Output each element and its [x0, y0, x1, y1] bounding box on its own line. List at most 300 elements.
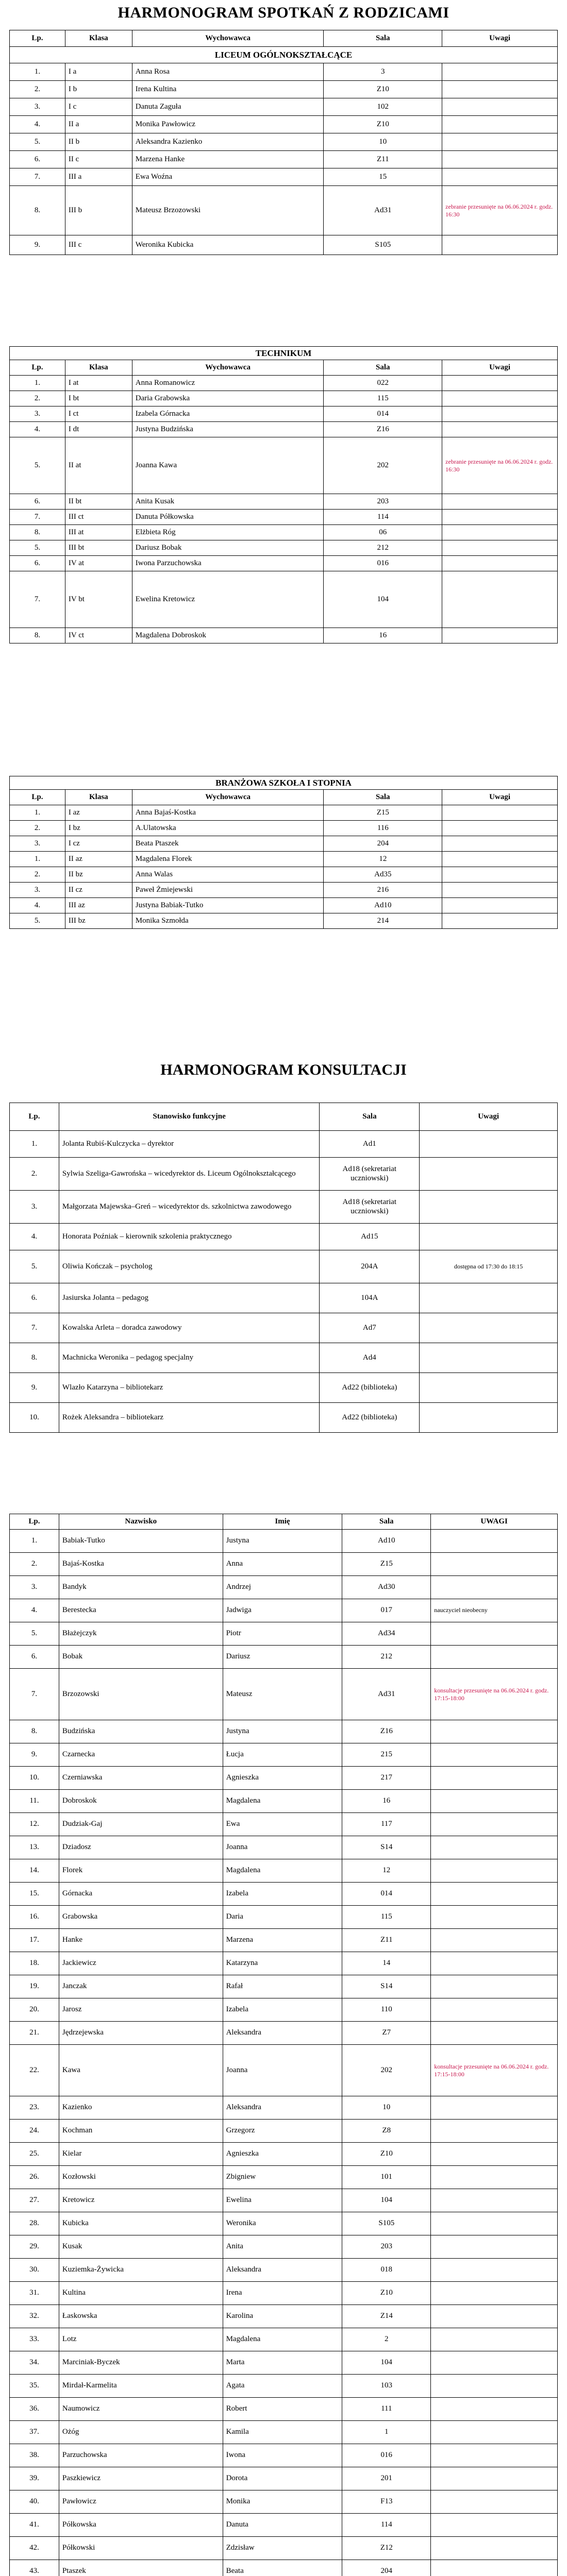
- cell-lp: 5.: [10, 1622, 59, 1646]
- cell-uwagi: [431, 2421, 558, 2444]
- cell-uwagi: [442, 98, 558, 116]
- header-klasa: Klasa: [65, 790, 132, 805]
- cell-klasa: IV at: [65, 556, 132, 571]
- cell-uwagi: [431, 2120, 558, 2143]
- table-row: [10, 1343, 558, 1373]
- cell-lp: 7.: [10, 1669, 59, 1720]
- table-row: [10, 235, 558, 255]
- header-wychowawca: Wychowawca: [132, 30, 324, 47]
- cell-imie: Dariusz: [223, 1646, 342, 1669]
- cell-uwagi: [431, 1767, 558, 1790]
- technikum-table: [9, 346, 558, 643]
- cell-uwagi: [431, 2189, 558, 2212]
- table-row: [10, 883, 558, 898]
- cell-lp: 35.: [10, 2375, 59, 2398]
- cell-klasa: II bt: [65, 494, 132, 510]
- cell-uwagi: [442, 494, 558, 510]
- cell-stanowisko: Oliwia Kończak – psycholog: [59, 1250, 320, 1283]
- cell-sala: 215: [342, 1743, 431, 1767]
- table-row: [10, 1622, 558, 1646]
- cell-uwagi: zebranie przesunięte na 06.06.2024 r. godz. 16:30: [442, 437, 558, 494]
- cell-sala: Ad10: [342, 1530, 431, 1553]
- cell-klasa: I cz: [65, 836, 132, 852]
- table-row: [10, 1790, 558, 1813]
- table-row: [10, 2166, 558, 2189]
- cell-lp: 40.: [10, 2490, 59, 2514]
- cell-lp: 11.: [10, 1790, 59, 1813]
- cell-klasa: III ct: [65, 510, 132, 525]
- cell-wychowawca: Joanna Kawa: [132, 437, 324, 494]
- cell-sala: Z10: [324, 116, 442, 133]
- cell-uwagi: [442, 821, 558, 836]
- cell-lp: 7.: [10, 571, 65, 628]
- cell-uwagi: [431, 2259, 558, 2282]
- cell-sala: 14: [342, 1952, 431, 1975]
- table-row: [10, 2120, 558, 2143]
- cell-lp: 8.: [10, 525, 65, 540]
- cell-wychowawca: Aleksandra Kazienko: [132, 133, 324, 151]
- table-row: [10, 2351, 558, 2375]
- table-row: [10, 2514, 558, 2537]
- table-row: [10, 2022, 558, 2045]
- cell-uwagi: [442, 151, 558, 168]
- table-row: [10, 1646, 558, 1669]
- header-sala: Sala: [324, 30, 442, 47]
- cell-lp: 8.: [10, 628, 65, 643]
- cell-sala: 017: [342, 1599, 431, 1622]
- cell-lp: 18.: [10, 1952, 59, 1975]
- table-row: [10, 116, 558, 133]
- header-imie: Imię: [223, 1514, 342, 1530]
- table-row: [10, 1530, 558, 1553]
- cell-klasa: IV bt: [65, 571, 132, 628]
- header-sala: Sala: [324, 360, 442, 376]
- cell-uwagi: [431, 2375, 558, 2398]
- cell-sala: 014: [342, 1883, 431, 1906]
- cell-sala: Ad18 (sekretariat uczniowski): [320, 1158, 420, 1191]
- cell-imie: Karolina: [223, 2305, 342, 2328]
- cell-imie: Justyna: [223, 1530, 342, 1553]
- header-lp: Lp.: [10, 790, 65, 805]
- teachers-table: [9, 1514, 558, 2576]
- cell-uwagi: [442, 571, 558, 628]
- table-row: [10, 151, 558, 168]
- cell-lp: 4.: [10, 1224, 59, 1250]
- cell-sala: Ad15: [320, 1224, 420, 1250]
- table-row: [10, 2328, 558, 2351]
- cell-sala: Ad34: [342, 1622, 431, 1646]
- cell-lp: 23.: [10, 2096, 59, 2120]
- table-row: [10, 1158, 558, 1191]
- table-row: [10, 81, 558, 98]
- cell-sala: 212: [342, 1646, 431, 1669]
- cell-uwagi: [442, 836, 558, 852]
- table-row: [10, 1720, 558, 1743]
- cell-sala: Z12: [342, 2537, 431, 2560]
- table-row: [10, 1975, 558, 1998]
- header-sala: Sala: [342, 1514, 431, 1530]
- cell-sala: 104: [342, 2351, 431, 2375]
- cell-sala: 10: [342, 2096, 431, 2120]
- section-title: TECHNIKUM: [10, 347, 558, 360]
- cell-lp: 37.: [10, 2421, 59, 2444]
- cell-lp: 25.: [10, 2143, 59, 2166]
- table-row: [10, 556, 558, 571]
- cell-sala: Z16: [342, 1720, 431, 1743]
- cell-uwagi: [442, 406, 558, 422]
- header-wychowawca: Wychowawca: [132, 790, 324, 805]
- cell-uwagi: [431, 2490, 558, 2514]
- table-row: [10, 98, 558, 116]
- cell-uwagi: [431, 2398, 558, 2421]
- cell-lp: 3.: [10, 1576, 59, 1599]
- table-row: [10, 2096, 558, 2120]
- header-lp: Lp.: [10, 1103, 59, 1131]
- table-row: [10, 2212, 558, 2235]
- cell-stanowisko: Sylwia Szeliga-Gawrońska – wicedyrektor ds. Liceum Ogólnokształcącego: [59, 1158, 320, 1191]
- cell-lp: 21.: [10, 2022, 59, 2045]
- table-row: [10, 2235, 558, 2259]
- cell-imie: Grzegorz: [223, 2120, 342, 2143]
- cell-uwagi: [442, 235, 558, 255]
- cell-uwagi: [442, 133, 558, 151]
- cell-sala: 114: [342, 2514, 431, 2537]
- cell-lp: 19.: [10, 1975, 59, 1998]
- cell-wychowawca: Irena Kultina: [132, 81, 324, 98]
- table-row: [10, 1669, 558, 1720]
- table-row: [10, 494, 558, 510]
- cell-nazwisko: Kawa: [59, 2045, 223, 2096]
- cell-klasa: III at: [65, 525, 132, 540]
- cell-uwagi: [420, 1403, 558, 1433]
- cell-sala: 203: [342, 2235, 431, 2259]
- cell-wychowawca: Ewa Woźna: [132, 168, 324, 186]
- cell-uwagi: [431, 1813, 558, 1836]
- cell-wychowawca: Magdalena Dobroskok: [132, 628, 324, 643]
- cell-wychowawca: Daria Grabowska: [132, 391, 324, 406]
- cell-lp: 4.: [10, 422, 65, 437]
- cell-imie: Aleksandra: [223, 2022, 342, 2045]
- cell-sala: 116: [324, 821, 442, 836]
- table-row: [10, 2398, 558, 2421]
- cell-wychowawca: Anna Romanowicz: [132, 376, 324, 391]
- header-uwagi: UWAGI: [431, 1514, 558, 1530]
- table-row: [10, 2045, 558, 2096]
- cell-sala: Z15: [342, 1553, 431, 1576]
- table-row: [10, 1576, 558, 1599]
- cell-lp: 1.: [10, 376, 65, 391]
- cell-lp: 1.: [10, 1530, 59, 1553]
- cell-uwagi: [442, 376, 558, 391]
- cell-nazwisko: Pawłowicz: [59, 2490, 223, 2514]
- table-row: [10, 2421, 558, 2444]
- cell-lp: 42.: [10, 2537, 59, 2560]
- header-uwagi: Uwagi: [442, 30, 558, 47]
- cell-nazwisko: Ożóg: [59, 2421, 223, 2444]
- cell-stanowisko: Jolanta Rubiś-Kulczycka – dyrektor: [59, 1131, 320, 1158]
- cell-uwagi: [431, 1975, 558, 1998]
- cell-lp: 3.: [10, 406, 65, 422]
- table-row: [10, 1813, 558, 1836]
- header-sala: Sala: [320, 1103, 420, 1131]
- cell-sala: Ad31: [342, 1669, 431, 1720]
- cell-lp: 2.: [10, 391, 65, 406]
- cell-sala: Ad18 (sekretariat uczniowski): [320, 1191, 420, 1224]
- cell-lp: 5.: [10, 437, 65, 494]
- cell-uwagi: nauczyciel nieobecny: [431, 1599, 558, 1622]
- cell-nazwisko: Dudziak-Gaj: [59, 1813, 223, 1836]
- cell-lp: 3.: [10, 883, 65, 898]
- cell-imie: Joanna: [223, 1836, 342, 1859]
- cell-wychowawca: Iwona Parzuchowska: [132, 556, 324, 571]
- cell-uwagi: [431, 1836, 558, 1859]
- cell-imie: Magdalena: [223, 1790, 342, 1813]
- cell-uwagi: [431, 2537, 558, 2560]
- cell-uwagi: [442, 525, 558, 540]
- cell-wychowawca: Justyna Babiak-Tutko: [132, 898, 324, 913]
- cell-sala: 018: [342, 2259, 431, 2282]
- cell-sala: Z10: [342, 2143, 431, 2166]
- cell-sala: 204: [342, 2560, 431, 2576]
- cell-wychowawca: Dariusz Bobak: [132, 540, 324, 556]
- cell-nazwisko: Jarosz: [59, 1998, 223, 2022]
- cell-sala: 104: [342, 2189, 431, 2212]
- cell-wychowawca: Anna Bajaś-Kostka: [132, 805, 324, 821]
- cell-wychowawca: Mateusz Brzozowski: [132, 186, 324, 235]
- cell-nazwisko: Parzuchowska: [59, 2444, 223, 2467]
- cell-uwagi: [442, 116, 558, 133]
- cell-klasa: III c: [65, 235, 132, 255]
- cell-lp: 31.: [10, 2282, 59, 2305]
- cell-wychowawca: Marzena Hanke: [132, 151, 324, 168]
- cell-lp: 5.: [10, 913, 65, 929]
- cell-lp: 1.: [10, 805, 65, 821]
- table-row: [10, 1859, 558, 1883]
- cell-nazwisko: Grabowska: [59, 1906, 223, 1929]
- table-row: [10, 836, 558, 852]
- cell-imie: Marta: [223, 2351, 342, 2375]
- consultation-title: HARMONOGRAM KONSULTACJI: [160, 1061, 407, 1078]
- table-row: [10, 628, 558, 643]
- table-row: [10, 571, 558, 628]
- cell-sala: 06: [324, 525, 442, 540]
- cell-klasa: II c: [65, 151, 132, 168]
- table-row: [10, 376, 558, 391]
- cell-sala: Ad22 (biblioteka): [320, 1373, 420, 1403]
- cell-sala: Ad30: [342, 1576, 431, 1599]
- cell-nazwisko: Czarnecka: [59, 1743, 223, 1767]
- cell-nazwisko: Brzozowski: [59, 1669, 223, 1720]
- liceum-table: [9, 30, 558, 255]
- cell-uwagi: [442, 422, 558, 437]
- table-row: [10, 186, 558, 235]
- cell-lp: 7.: [10, 1313, 59, 1343]
- cell-sala: 115: [342, 1906, 431, 1929]
- page-title: HARMONOGRAM SPOTKAŃ Z RODZICAMI: [118, 4, 449, 21]
- cell-klasa: I ct: [65, 406, 132, 422]
- cell-sala: 202: [342, 2045, 431, 2096]
- cell-lp: 2.: [10, 1553, 59, 1576]
- cell-nazwisko: Naumowicz: [59, 2398, 223, 2421]
- cell-lp: 28.: [10, 2212, 59, 2235]
- cell-uwagi: [431, 2444, 558, 2467]
- cell-imie: Monika: [223, 2490, 342, 2514]
- table-row: [10, 2189, 558, 2212]
- cell-imie: Aleksandra: [223, 2259, 342, 2282]
- cell-uwagi: [431, 1859, 558, 1883]
- table-row: [10, 2444, 558, 2467]
- cell-klasa: III a: [65, 168, 132, 186]
- header-klasa: Klasa: [65, 360, 132, 376]
- cell-wychowawca: Anna Walas: [132, 867, 324, 883]
- cell-sala: 014: [324, 406, 442, 422]
- cell-uwagi: [442, 852, 558, 867]
- table-row: [10, 913, 558, 929]
- header-uwagi: Uwagi: [442, 790, 558, 805]
- cell-wychowawca: Anna Rosa: [132, 63, 324, 81]
- cell-uwagi: [431, 2328, 558, 2351]
- cell-lp: 6.: [10, 556, 65, 571]
- cell-imie: Agata: [223, 2375, 342, 2398]
- cell-uwagi: [431, 1743, 558, 1767]
- cell-uwagi: [431, 1906, 558, 1929]
- cell-sala: S105: [324, 235, 442, 255]
- cell-lp: 5.: [10, 1250, 59, 1283]
- table-row: [10, 1373, 558, 1403]
- table-row: [10, 437, 558, 494]
- cell-sala: Ad10: [324, 898, 442, 913]
- cell-uwagi: [431, 1790, 558, 1813]
- header-lp: Lp.: [10, 360, 65, 376]
- cell-sala: Z11: [342, 1929, 431, 1952]
- cell-uwagi: [431, 2560, 558, 2576]
- cell-wychowawca: Magdalena Florek: [132, 852, 324, 867]
- cell-nazwisko: Kuziemka-Żywicka: [59, 2259, 223, 2282]
- cell-nazwisko: Kozłowski: [59, 2166, 223, 2189]
- table-row: [10, 63, 558, 81]
- cell-imie: Ewa: [223, 1813, 342, 1836]
- cell-wychowawca: Paweł Żmiejewski: [132, 883, 324, 898]
- cell-uwagi: [442, 391, 558, 406]
- cell-sala: Ad22 (biblioteka): [320, 1403, 420, 1433]
- cell-imie: Izabela: [223, 1998, 342, 2022]
- cell-imie: Andrzej: [223, 1576, 342, 1599]
- cell-klasa: I bz: [65, 821, 132, 836]
- cell-uwagi: [431, 2282, 558, 2305]
- cell-lp: 22.: [10, 2045, 59, 2096]
- cell-nazwisko: Babiak-Tutko: [59, 1530, 223, 1553]
- cell-uwagi: [442, 81, 558, 98]
- cell-uwagi: [442, 867, 558, 883]
- table-row: [10, 1906, 558, 1929]
- cell-imie: Magdalena: [223, 2328, 342, 2351]
- cell-lp: 33.: [10, 2328, 59, 2351]
- cell-lp: 8.: [10, 1720, 59, 1743]
- cell-sala: 115: [324, 391, 442, 406]
- cell-klasa: II at: [65, 437, 132, 494]
- header-nazwisko: Nazwisko: [59, 1514, 223, 1530]
- cell-imie: Zdzisław: [223, 2537, 342, 2560]
- cell-lp: 36.: [10, 2398, 59, 2421]
- header-sala: Sala: [324, 790, 442, 805]
- cell-imie: Daria: [223, 1906, 342, 1929]
- cell-sala: Ad1: [320, 1131, 420, 1158]
- cell-lp: 4.: [10, 116, 65, 133]
- cell-klasa: II bz: [65, 867, 132, 883]
- cell-stanowisko: Kowalska Arleta – doradca zawodowy: [59, 1313, 320, 1343]
- cell-nazwisko: Błażejczyk: [59, 1622, 223, 1646]
- cell-uwagi: [431, 2305, 558, 2328]
- table-row: [10, 406, 558, 422]
- cell-wychowawca: Weronika Kubicka: [132, 235, 324, 255]
- cell-sala: 214: [324, 913, 442, 929]
- cell-lp: 2.: [10, 821, 65, 836]
- cell-imie: Joanna: [223, 2045, 342, 2096]
- cell-sala: 110: [342, 1998, 431, 2022]
- cell-nazwisko: Półkowski: [59, 2537, 223, 2560]
- table-row: [10, 1767, 558, 1790]
- cell-uwagi: [431, 1553, 558, 1576]
- cell-lp: 41.: [10, 2514, 59, 2537]
- cell-uwagi: [431, 2143, 558, 2166]
- cell-sala: Ad7: [320, 1313, 420, 1343]
- cell-nazwisko: Marciniak-Byczek: [59, 2351, 223, 2375]
- cell-imie: Justyna: [223, 1720, 342, 1743]
- cell-wychowawca: A.Ulatowska: [132, 821, 324, 836]
- cell-nazwisko: Florek: [59, 1859, 223, 1883]
- cell-sala: Z7: [342, 2022, 431, 2045]
- table-row: [10, 1836, 558, 1859]
- cell-stanowisko: Honorata Poźniak – kierownik szkolenia praktycznego: [59, 1224, 320, 1250]
- cell-uwagi: [442, 913, 558, 929]
- cell-sala: 104A: [320, 1283, 420, 1313]
- cell-nazwisko: Kusak: [59, 2235, 223, 2259]
- cell-lp: 8.: [10, 1343, 59, 1373]
- cell-nazwisko: Budzińska: [59, 1720, 223, 1743]
- table-row: [10, 1250, 558, 1283]
- cell-uwagi: dostępna od 17:30 do 18:15: [420, 1250, 558, 1283]
- cell-uwagi: [431, 1929, 558, 1952]
- cell-sala: 217: [342, 1767, 431, 1790]
- cell-uwagi: [442, 898, 558, 913]
- cell-nazwisko: Mirdał-Karmelita: [59, 2375, 223, 2398]
- cell-uwagi: [431, 1998, 558, 2022]
- table-row: [10, 2467, 558, 2490]
- cell-nazwisko: Kretowicz: [59, 2189, 223, 2212]
- table-row: [10, 2537, 558, 2560]
- cell-wychowawca: Monika Pawłowicz: [132, 116, 324, 133]
- cell-klasa: I bt: [65, 391, 132, 406]
- cell-nazwisko: Kielar: [59, 2143, 223, 2166]
- cell-nazwisko: Dziadosz: [59, 1836, 223, 1859]
- cell-wychowawca: Danuta Półkowska: [132, 510, 324, 525]
- header-klasa: Klasa: [65, 30, 132, 47]
- cell-nazwisko: Dobroskok: [59, 1790, 223, 1813]
- cell-lp: 26.: [10, 2166, 59, 2189]
- cell-uwagi: [431, 2166, 558, 2189]
- header-lp: Lp.: [10, 30, 65, 47]
- cell-sala: 216: [324, 883, 442, 898]
- cell-uwagi: [431, 2514, 558, 2537]
- cell-uwagi: [431, 1952, 558, 1975]
- cell-sala: 202: [324, 437, 442, 494]
- cell-klasa: III b: [65, 186, 132, 235]
- cell-uwagi: [431, 2235, 558, 2259]
- cell-sala: 102: [324, 98, 442, 116]
- cell-lp: 13.: [10, 1836, 59, 1859]
- cell-wychowawca: Beata Ptaszek: [132, 836, 324, 852]
- cell-sala: 10: [324, 133, 442, 151]
